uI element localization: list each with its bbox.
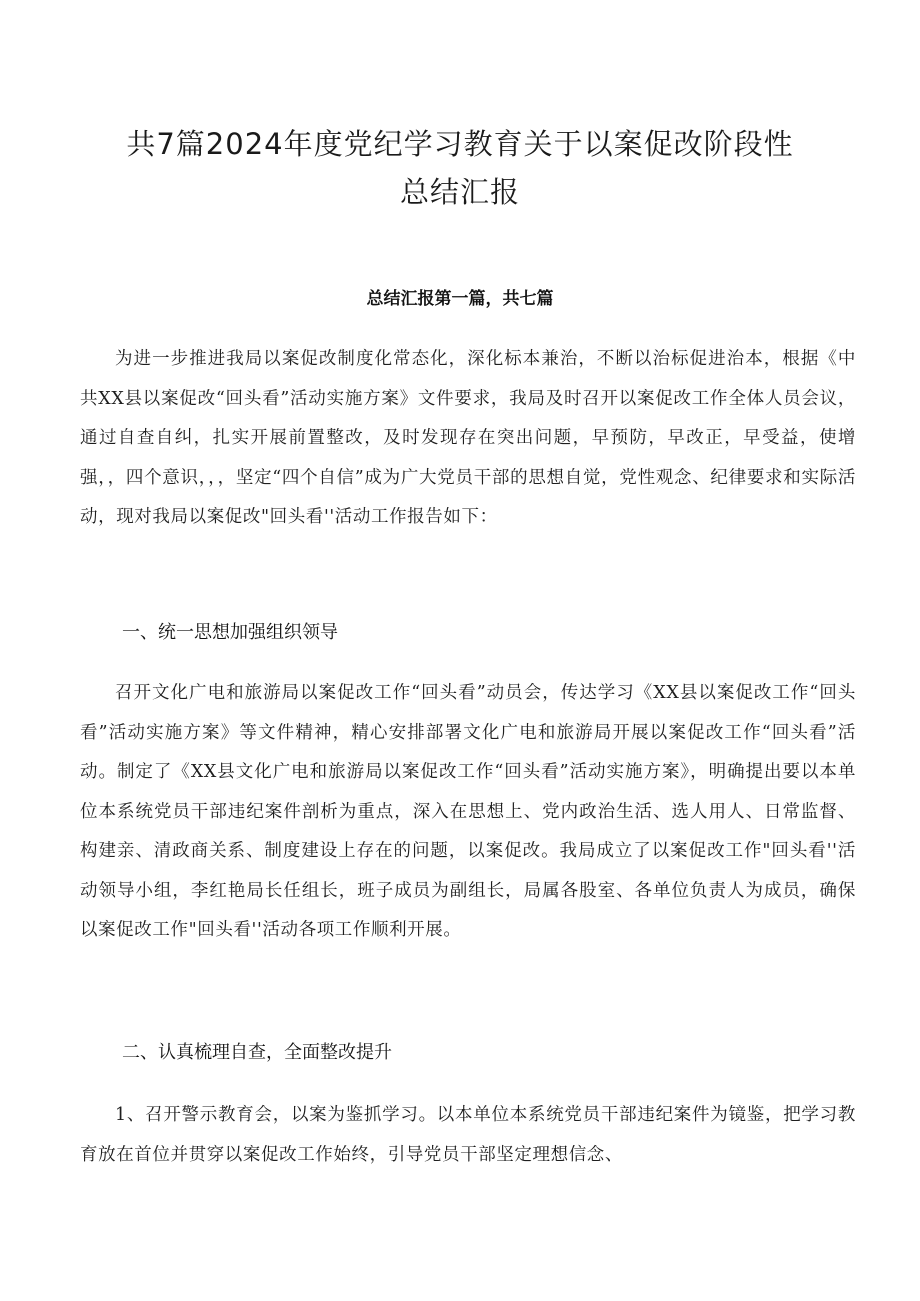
section-1-paragraph: 召开文化广电和旅游局以案促改工作“回头看”动员会，传达学习《XX县以案促改工作“回头看”活动实施方案》等文件精神，精心安排部署文化广电和旅游局开展以案促改工作“回头看”活动。制定了《XX县文化广电和旅游局以案促改工作“回头看”活动实施方案》，明确提出要以本单位本系统党员干部违纪案件剖析为重点，深入在思想上、党内政治生活、选人用人、日常监督、构建亲、清政商关系、制度建设上存在的问题，以案促改。我局成立了以案促改工作"回头看''活动领导小组，李红艳局长任组长，班子成员为副组长，局属各股室、各单位负责人为成员，确保以案促改工作"回头看''活动各项工作顺利开展。 [80, 683, 856, 940]
intro-paragraph: 为进一步推进我局以案促改制度化常态化，深化标本兼治，不断以治标促进治本，根据《中共XX县以案促改“回头看”活动实施方案》文件要求，我局及时召开以案促改工作全体人员会议，通过自查自纠，扎实开展前置整改，及时发现存在突出问题，早预防，早改正，早受益，使增强，，四个意识，，，坚定“四个自信”成为广大党员干部的思想自觉，党性观念、纪律要求和实际活动，现对我局以案促改"回头看''活动工作报告如下： [80, 349, 856, 527]
section-subtitle: 总结汇报第一篇，共七篇 [366, 289, 554, 309]
section-heading-2: 二、认真梳理自查，全面整改提升 [122, 1042, 392, 1063]
section-heading-1: 一、统一思想加强组织领导 [122, 622, 338, 643]
document-title-line-2: 总结汇报 [399, 175, 520, 209]
document-title-line-1: 共7篇2024年度党纪学习教育关于以案促改阶段性 [126, 127, 794, 161]
section-2-paragraph: 1、召开警示教育会，以案为鉴抓学习。以本单位本系统党员干部违纪案件为镜鉴，把学习教育放在首位并贯穿以案促改工作始终，引导党员干部坚定理想信念、 [80, 1105, 856, 1165]
